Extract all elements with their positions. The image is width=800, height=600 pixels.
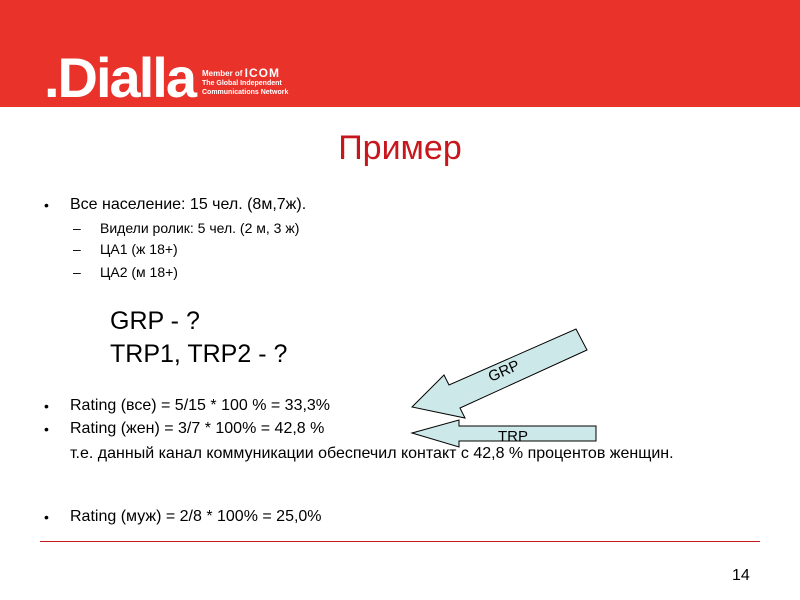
bullet-marker: • — [44, 398, 49, 414]
bullet-population: Все население: 15 чел. (8м,7ж). — [70, 196, 307, 213]
bullet-marker: • — [44, 197, 49, 213]
sub-bullet-ta1: ЦА1 (ж 18+) — [100, 241, 178, 257]
dash-marker: – — [73, 241, 81, 257]
icom-logo: ICOM — [244, 66, 281, 80]
question-grp: GRP - ? — [110, 307, 200, 335]
question-trp: TRP1, TRP2 - ? — [110, 340, 288, 368]
grp-arrow-label: GRP — [485, 356, 523, 386]
rating-all: Rating (все) = 5/15 * 100 % = 33,3% — [70, 397, 331, 414]
slide-title: Пример — [338, 129, 462, 167]
member-line-2: The Global Independent — [202, 80, 282, 87]
trp-arrow-label: TRP — [498, 428, 528, 445]
sub-bullet-viewed: Видели ролик: 5 чел. (2 м, 3 ж) — [100, 220, 300, 236]
member-line-3: Communications Network — [202, 89, 289, 96]
footer-divider — [40, 541, 760, 542]
rating-women: Rating (жен) = 3/7 * 100% = 42,8 % — [70, 420, 325, 437]
bullet-marker: • — [44, 509, 49, 525]
member-prefix: Member of — [202, 69, 245, 78]
bullet-marker: • — [44, 421, 49, 437]
page-number: 14 — [732, 567, 750, 584]
dash-marker: – — [73, 220, 81, 236]
explanation-text: т.е. данный канал коммуникации обеспечил контакт с 42,8 % процентов женщин. — [70, 445, 674, 462]
dialla-logo: .Dialla — [44, 46, 195, 109]
sub-bullet-ta2: ЦА2 (м 18+) — [100, 264, 178, 280]
dash-marker: – — [73, 264, 81, 280]
rating-men: Rating (муж) = 2/8 * 100% = 25,0% — [70, 508, 322, 525]
